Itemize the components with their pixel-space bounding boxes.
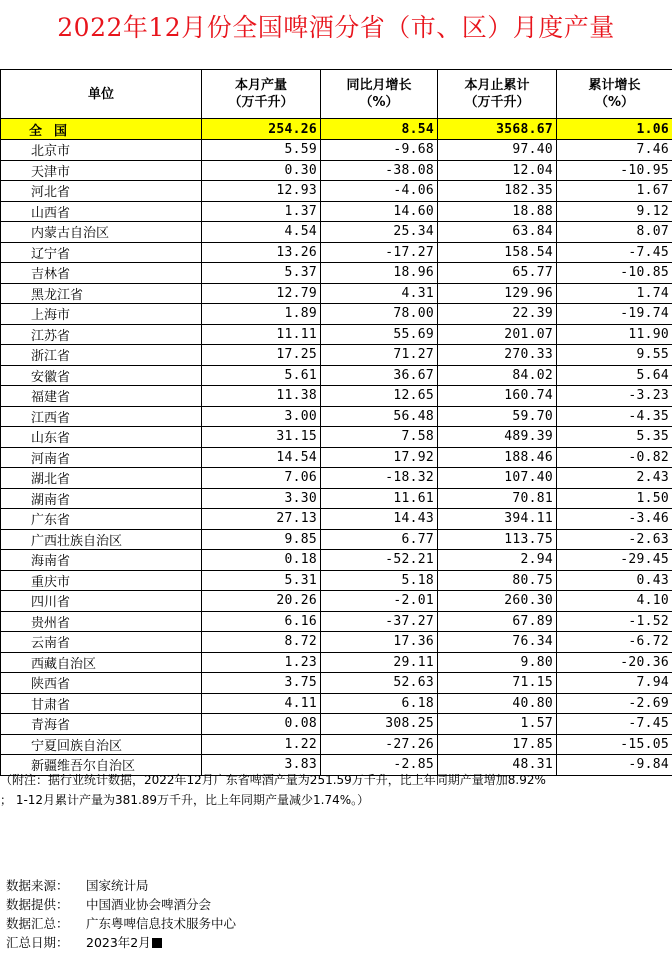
month-output: 31.15 [202, 427, 321, 448]
province-name: 甘肃省 [1, 693, 202, 714]
yoy-growth: -18.32 [321, 468, 438, 489]
month-output: 0.18 [202, 550, 321, 571]
yoy-growth: -2.01 [321, 591, 438, 612]
yoy-growth: 36.67 [321, 365, 438, 386]
cumulative-growth: -29.45 [557, 550, 672, 571]
yoy-growth: 14.60 [321, 201, 438, 222]
yoy-growth: -4.06 [321, 181, 438, 202]
cumulative-growth: -3.23 [557, 386, 672, 407]
provider-row [6, 895, 236, 914]
cumulative: 182.35 [438, 181, 557, 202]
province-row [1, 365, 672, 386]
cumulative-growth: -7.45 [557, 714, 672, 735]
cumulative-growth: 1.74 [557, 283, 672, 304]
province-name: 内蒙古自治区 [1, 222, 202, 243]
cumulative: 71.15 [438, 673, 557, 694]
cumulative-growth: -7.45 [557, 242, 672, 263]
cumulative: 76.34 [438, 632, 557, 653]
cumulative-growth: 4.10 [557, 591, 672, 612]
province-row [1, 734, 672, 755]
month-output: 13.26 [202, 242, 321, 263]
province-name: 安徽省 [1, 365, 202, 386]
province-name: 云南省 [1, 632, 202, 653]
province-row [1, 693, 672, 714]
province-name: 重庆市 [1, 570, 202, 591]
province-name: 贵州省 [1, 611, 202, 632]
yoy-growth: 7.58 [321, 427, 438, 448]
month-output: 3.00 [202, 406, 321, 427]
month-output: 4.11 [202, 693, 321, 714]
cumulative: 158.54 [438, 242, 557, 263]
province-name: 河南省 [1, 447, 202, 468]
yoy-growth: 56.48 [321, 406, 438, 427]
province-row [1, 714, 672, 735]
month-output: 8.72 [202, 632, 321, 653]
month-output: 7.06 [202, 468, 321, 489]
cumulative-growth: 5.64 [557, 365, 672, 386]
yoy-growth: -27.26 [321, 734, 438, 755]
cumulative-growth: 9.12 [557, 201, 672, 222]
month-output: 6.16 [202, 611, 321, 632]
province-name: 陕西省 [1, 673, 202, 694]
cumulative: 107.40 [438, 468, 557, 489]
page-title: 2022年12月份全国啤酒分省（市、区）月度产量 [57, 13, 615, 42]
month-output: 14.54 [202, 447, 321, 468]
header-cumulative-growth [557, 70, 672, 119]
date-row [6, 933, 236, 952]
cumulative-growth: -2.69 [557, 693, 672, 714]
header-cumulative [438, 70, 557, 119]
cumulative: 67.89 [438, 611, 557, 632]
cumulative-growth: 1.50 [557, 488, 672, 509]
province-row [1, 242, 672, 263]
province-row [1, 550, 672, 571]
province-row [1, 160, 672, 181]
header-month-output [202, 70, 321, 119]
cumulative-growth: 7.46 [557, 140, 672, 161]
table-header-row [1, 70, 672, 119]
cursor-square-icon [152, 938, 162, 948]
total-month-output: 254.26 [202, 119, 321, 140]
header-yoy-growth [321, 70, 438, 119]
province-row [1, 201, 672, 222]
province-name: 黑龙江省 [1, 283, 202, 304]
cumulative: 22.39 [438, 304, 557, 325]
province-row [1, 406, 672, 427]
province-row [1, 509, 672, 530]
province-name: 广东省 [1, 509, 202, 530]
total-cumulative-growth: 1.06 [557, 119, 672, 140]
province-name: 海南省 [1, 550, 202, 571]
yoy-growth: -9.68 [321, 140, 438, 161]
yoy-growth: 17.92 [321, 447, 438, 468]
source-label: 数据来源： [6, 878, 69, 893]
month-output: 3.30 [202, 488, 321, 509]
cumulative: 113.75 [438, 529, 557, 550]
yoy-growth: 17.36 [321, 632, 438, 653]
month-output: 5.31 [202, 570, 321, 591]
province-row [1, 324, 672, 345]
province-row [1, 263, 672, 284]
cumulative-growth: 8.07 [557, 222, 672, 243]
cumulative-growth: 5.35 [557, 427, 672, 448]
province-name: 辽宁省 [1, 242, 202, 263]
cumulative: 260.30 [438, 591, 557, 612]
month-output: 0.30 [202, 160, 321, 181]
yoy-growth: 29.11 [321, 652, 438, 673]
province-name: 北京市 [1, 140, 202, 161]
yoy-growth: 6.18 [321, 693, 438, 714]
cumulative: 17.85 [438, 734, 557, 755]
yoy-growth: -52.21 [321, 550, 438, 571]
footnote-line-1: （附注：据行业统计数据，2022年12月广东省啤酒产量为251.59万千升，比上年同期产量增加8.92% [0, 773, 546, 787]
province-row [1, 386, 672, 407]
total-cumulative: 3568.67 [438, 119, 557, 140]
cumulative: 489.39 [438, 427, 557, 448]
province-name: 宁夏回族自治区 [1, 734, 202, 755]
header-month-output-label: 本月产量 [234, 78, 287, 93]
header-month-output-unit: （万千升） [228, 95, 294, 110]
footnote-line-2: ； 1-12月累计产量为381.89万千升，比上年同期产量减少1.74%。） [0, 793, 370, 807]
cumulative: 80.75 [438, 570, 557, 591]
province-row [1, 345, 672, 366]
cumulative-growth: -0.82 [557, 447, 672, 468]
month-output: 1.89 [202, 304, 321, 325]
month-output: 9.85 [202, 529, 321, 550]
province-name: 广西壮族自治区 [1, 529, 202, 550]
cumulative: 12.04 [438, 160, 557, 181]
cumulative: 129.96 [438, 283, 557, 304]
cumulative-growth: -15.05 [557, 734, 672, 755]
source-row [6, 876, 236, 895]
cumulative-growth: 0.43 [557, 570, 672, 591]
cumulative: 59.70 [438, 406, 557, 427]
yoy-growth: 18.96 [321, 263, 438, 284]
cumulative: 84.02 [438, 365, 557, 386]
cumulative-growth: 9.55 [557, 345, 672, 366]
cumulative-growth: 11.90 [557, 324, 672, 345]
cumulative-growth: 2.43 [557, 468, 672, 489]
header-yoy-growth-label: 同比月增长 [346, 78, 412, 93]
yoy-growth: 14.43 [321, 509, 438, 530]
province-name: 浙江省 [1, 345, 202, 366]
cumulative-growth: -20.36 [557, 652, 672, 673]
province-name: 四川省 [1, 591, 202, 612]
cumulative: 65.77 [438, 263, 557, 284]
month-output: 20.26 [202, 591, 321, 612]
cumulative-growth: -3.46 [557, 509, 672, 530]
province-row [1, 427, 672, 448]
month-output: 5.37 [202, 263, 321, 284]
cumulative: 18.88 [438, 201, 557, 222]
yoy-growth: 6.77 [321, 529, 438, 550]
month-output: 17.25 [202, 345, 321, 366]
province-name: 江苏省 [1, 324, 202, 345]
province-row [1, 591, 672, 612]
province-row [1, 632, 672, 653]
compiler-label: 数据汇总： [6, 916, 69, 931]
yoy-growth: -38.08 [321, 160, 438, 181]
province-row [1, 447, 672, 468]
provider-value: 中国酒业协会啤酒分会 [86, 897, 212, 912]
beer-production-table [0, 69, 672, 776]
total-name: 全国 [1, 119, 202, 140]
compiler-row [6, 914, 236, 933]
cumulative: 97.40 [438, 140, 557, 161]
province-row [1, 283, 672, 304]
cumulative-growth: 1.67 [557, 181, 672, 202]
compiler-value: 广东粤啤信息技术服务中心 [86, 916, 237, 931]
province-row [1, 222, 672, 243]
province-name: 新疆维吾尔自治区 [1, 755, 202, 776]
cumulative: 40.80 [438, 693, 557, 714]
province-row [1, 529, 672, 550]
yoy-growth: 25.34 [321, 222, 438, 243]
cumulative: 63.84 [438, 222, 557, 243]
month-output: 1.23 [202, 652, 321, 673]
province-row [1, 181, 672, 202]
province-row [1, 304, 672, 325]
month-output: 11.38 [202, 386, 321, 407]
header-cumulative-growth-label: 累计增长 [588, 78, 641, 93]
yoy-growth: 55.69 [321, 324, 438, 345]
month-output: 0.08 [202, 714, 321, 735]
cumulative-growth: 7.94 [557, 673, 672, 694]
cumulative: 160.74 [438, 386, 557, 407]
yoy-growth: 52.63 [321, 673, 438, 694]
cumulative: 201.07 [438, 324, 557, 345]
header-unit: 单位 [1, 70, 202, 119]
source-value: 国家统计局 [86, 878, 149, 893]
cumulative: 2.94 [438, 550, 557, 571]
province-name: 西藏自治区 [1, 652, 202, 673]
month-output: 12.79 [202, 283, 321, 304]
cumulative: 188.46 [438, 447, 557, 468]
yoy-growth: -2.85 [321, 755, 438, 776]
province-row [1, 570, 672, 591]
province-name: 湖北省 [1, 468, 202, 489]
yoy-growth: 5.18 [321, 570, 438, 591]
month-output: 5.61 [202, 365, 321, 386]
total-yoy-growth: 8.54 [321, 119, 438, 140]
province-name: 吉林省 [1, 263, 202, 284]
cumulative: 9.80 [438, 652, 557, 673]
cumulative-growth: -9.84 [557, 755, 672, 776]
yoy-growth: 11.61 [321, 488, 438, 509]
province-name: 山西省 [1, 201, 202, 222]
province-name: 河北省 [1, 181, 202, 202]
yoy-growth: 4.31 [321, 283, 438, 304]
province-row [1, 652, 672, 673]
yoy-growth: 308.25 [321, 714, 438, 735]
province-row [1, 673, 672, 694]
cumulative-growth: -10.95 [557, 160, 672, 181]
month-output: 3.83 [202, 755, 321, 776]
month-output: 27.13 [202, 509, 321, 530]
date-label: 汇总日期： [6, 935, 69, 950]
province-name: 江西省 [1, 406, 202, 427]
province-name: 青海省 [1, 714, 202, 735]
yoy-growth: -17.27 [321, 242, 438, 263]
month-output: 5.59 [202, 140, 321, 161]
date-value: 2023年2月 [86, 935, 151, 950]
cumulative-growth: -1.52 [557, 611, 672, 632]
cumulative-growth: -2.63 [557, 529, 672, 550]
yoy-growth: 12.65 [321, 386, 438, 407]
month-output: 4.54 [202, 222, 321, 243]
footnote [0, 770, 672, 810]
month-output: 1.22 [202, 734, 321, 755]
cumulative-growth: -19.74 [557, 304, 672, 325]
data-sources [6, 876, 236, 952]
province-row [1, 611, 672, 632]
cumulative: 270.33 [438, 345, 557, 366]
header-cumulative-unit: （万千升） [464, 95, 530, 110]
month-output: 1.37 [202, 201, 321, 222]
month-output: 3.75 [202, 673, 321, 694]
header-cumulative-label: 本月止累计 [464, 78, 530, 93]
cumulative: 1.57 [438, 714, 557, 735]
cumulative: 48.31 [438, 755, 557, 776]
province-name: 福建省 [1, 386, 202, 407]
province-row [1, 468, 672, 489]
header-cumulative-growth-unit: （%） [594, 95, 635, 110]
province-row [1, 488, 672, 509]
cumulative: 394.11 [438, 509, 557, 530]
yoy-growth: 71.27 [321, 345, 438, 366]
province-name: 上海市 [1, 304, 202, 325]
cumulative: 70.81 [438, 488, 557, 509]
national-total-row [1, 119, 672, 140]
month-output: 11.11 [202, 324, 321, 345]
yoy-growth: 78.00 [321, 304, 438, 325]
header-yoy-growth-unit: （%） [359, 95, 399, 110]
yoy-growth: -37.27 [321, 611, 438, 632]
province-name: 天津市 [1, 160, 202, 181]
province-name: 山东省 [1, 427, 202, 448]
province-row [1, 140, 672, 161]
cumulative-growth: -10.85 [557, 263, 672, 284]
cumulative-growth: -6.72 [557, 632, 672, 653]
provider-label: 数据提供： [6, 897, 69, 912]
month-output: 12.93 [202, 181, 321, 202]
cumulative-growth: -4.35 [557, 406, 672, 427]
province-name: 湖南省 [1, 488, 202, 509]
